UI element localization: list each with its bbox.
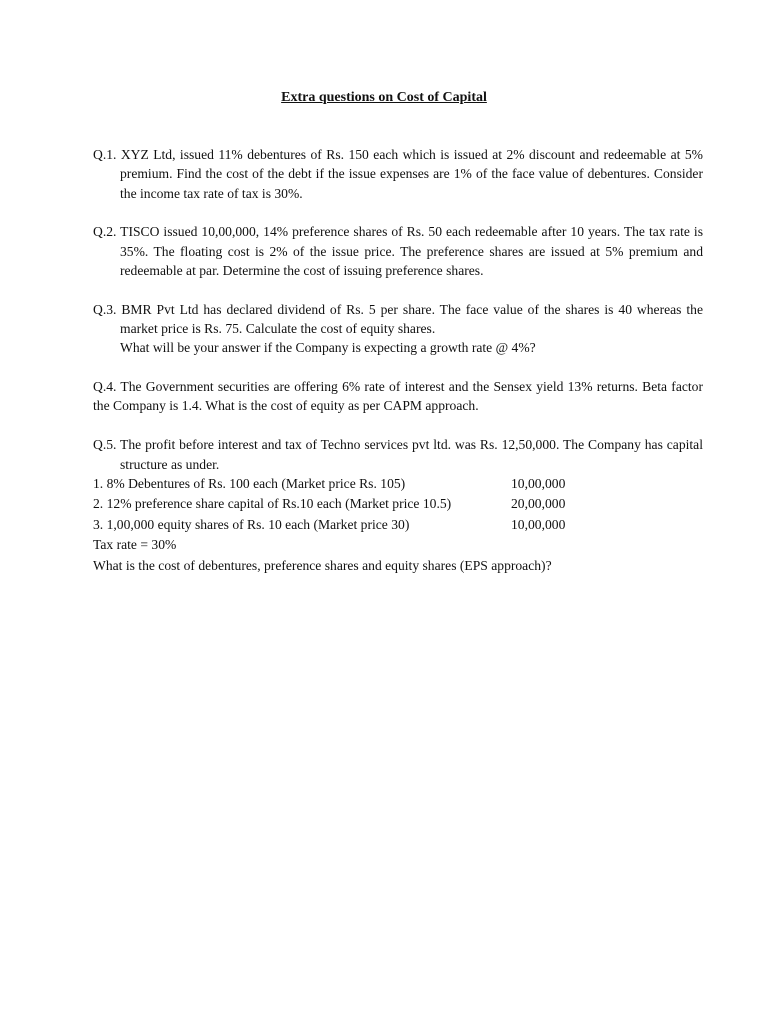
spacer: [93, 416, 703, 436]
question-1: Q.1. XYZ Ltd, issued 11% debentures of Rs. 150 each which is issued at 2% discount and redeemable at 5% premium. Find the cost of the debt if the issue expenses are 1% of the face value of debentures. Consider the income tax rate of tax is 30%.: [93, 147, 703, 201]
question-5: Q.5. The profit before interest and tax of Techno services pvt ltd. was Rs. 12,50,000. The Company has capital structure as under.: [93, 437, 703, 472]
spacer: [93, 280, 703, 300]
capital-item-label: 2. 12% preference share capital of Rs.10 each (Market price 10.5): [93, 496, 452, 512]
capital-item-label: 3. 1,00,000 equity shares of Rs. 10 each (Market price 30): [93, 516, 410, 532]
capital-item-amount: 10,00,000: [511, 475, 566, 491]
spacer: [93, 203, 703, 223]
question-3-followup: What will be your answer if the Company is expecting a growth rate @ 4%?: [120, 340, 536, 356]
capital-item-amount: 20,00,000: [511, 496, 566, 512]
capital-structure-row: [93, 494, 703, 515]
capital-item-label: 1. 8% Debentures of Rs. 100 each (Market price Rs. 105): [93, 475, 406, 491]
document-body: [93, 145, 703, 576]
question-4: Q.4. The Government securities are offering 6% rate of interest and the Sensex yield 13% returns. Beta factor the Company is 1.4. What is the cost of equity as per CAPM approach.: [93, 379, 703, 414]
spacer: [93, 358, 703, 378]
question-3: Q.3. BMR Pvt Ltd has declared dividend of Rs. 5 per share. The face value of the shares is 40 whereas the market price is Rs. 75. Calculate the cost of equity shares.: [93, 301, 703, 337]
document-title: Extra questions on Cost of Capital: [281, 90, 487, 105]
question-5-ask: What is the cost of debentures, preference shares and equity shares (EPS approach)?: [93, 557, 552, 573]
question-2: Q.2. TISCO issued 10,00,000, 14% preference shares of Rs. 50 each redeemable after 10 years. The tax rate is 35%. The floating cost is 2% of the issue price. The preference shares are issued at 5% premium and redeemable at par. Determine the cost of issuing preference shares.: [93, 224, 703, 278]
tax-rate: Tax rate = 30%: [93, 537, 177, 553]
capital-structure-row: [93, 515, 703, 536]
capital-item-amount: 10,00,000: [511, 516, 566, 532]
capital-structure-row: [93, 474, 703, 495]
